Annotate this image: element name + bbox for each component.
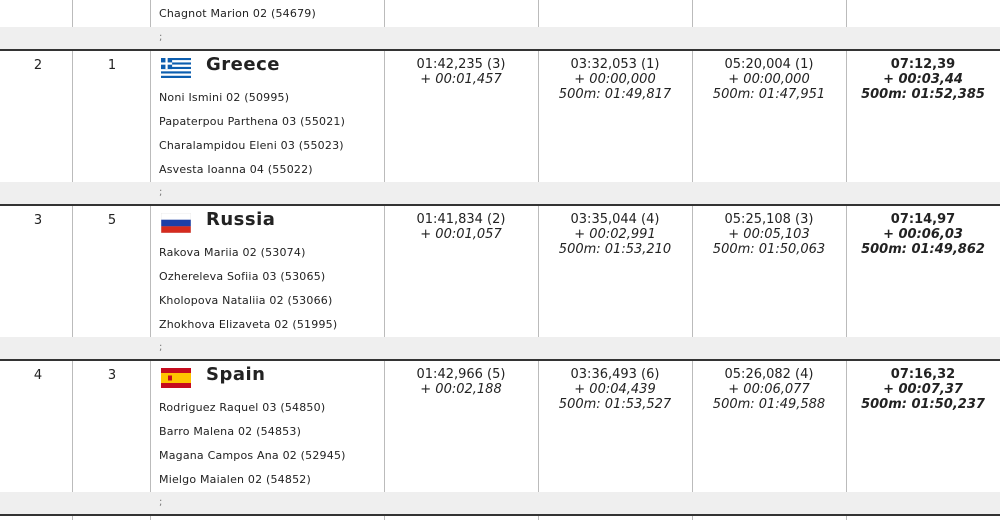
split2-time: 03:35,044 (4) bbox=[570, 212, 660, 227]
split2-cell bbox=[538, 212, 692, 257]
separator-row bbox=[0, 182, 1000, 204]
split3-diff: + 00:00,000 bbox=[728, 72, 810, 87]
rank: 2 bbox=[33, 58, 43, 73]
crew-member: Kholopova Nataliia 02 (53066) bbox=[159, 294, 333, 307]
split3-pace: 500m: 01:49,588 bbox=[712, 397, 826, 412]
split1-diff: + 00:01,457 bbox=[420, 72, 502, 87]
split1-diff: + 00:02,188 bbox=[420, 382, 502, 397]
crew-member: Barro Malena 02 (54853) bbox=[159, 425, 302, 438]
final-pace: 500m: 01:49,862 bbox=[861, 242, 985, 257]
separator-text: ; bbox=[159, 32, 163, 43]
row-divider bbox=[0, 359, 1000, 361]
split3-time: 05:20,004 (1) bbox=[724, 57, 814, 72]
rank: 4 bbox=[33, 368, 43, 383]
split3-cell bbox=[692, 367, 846, 412]
lane: 3 bbox=[107, 368, 117, 383]
final-diff: + 00:03,44 bbox=[883, 72, 963, 87]
final-diff: + 00:06,03 bbox=[883, 227, 963, 242]
lane: 5 bbox=[107, 213, 117, 228]
split2-pace: 500m: 01:49,817 bbox=[558, 87, 672, 102]
final-time: 07:16,32 bbox=[890, 367, 956, 382]
crew-member: Chagnot Marion 02 (54679) bbox=[159, 7, 316, 20]
separator-text: ; bbox=[159, 187, 163, 198]
country-name: Russia bbox=[206, 209, 276, 230]
rank: 3 bbox=[33, 213, 43, 228]
split3-diff: + 00:06,077 bbox=[728, 382, 810, 397]
final-time: 07:14,97 bbox=[890, 212, 956, 227]
split1-time: 01:41,834 (2) bbox=[416, 212, 506, 227]
lane: 1 bbox=[107, 58, 117, 73]
row-divider bbox=[0, 514, 1000, 516]
final-pace: 500m: 01:50,237 bbox=[861, 397, 985, 412]
crew-member: Asvesta Ioanna 04 (55022) bbox=[159, 163, 313, 176]
split3-pace: 500m: 01:47,951 bbox=[712, 87, 826, 102]
split1-diff: + 00:01,057 bbox=[420, 227, 502, 242]
split2-pace: 500m: 01:53,527 bbox=[558, 397, 672, 412]
crew-member: Mielgo Maialen 02 (54852) bbox=[159, 473, 311, 486]
split1-time: 01:42,966 (5) bbox=[416, 367, 506, 382]
crew-member: Rodriguez Raquel 03 (54850) bbox=[159, 401, 326, 414]
split3-cell bbox=[692, 212, 846, 257]
spain-flag-icon bbox=[161, 368, 191, 388]
crew-member: Ozhereleva Sofiia 03 (53065) bbox=[159, 270, 326, 283]
split3-cell bbox=[692, 57, 846, 102]
split2-pace: 500m: 01:53,210 bbox=[558, 242, 672, 257]
separator-text: ; bbox=[159, 497, 163, 508]
split1-time: 01:42,235 (3) bbox=[416, 57, 506, 72]
split2-diff: + 00:02,991 bbox=[574, 227, 656, 242]
final-diff: + 00:07,37 bbox=[883, 382, 963, 397]
country-name: Greece bbox=[206, 54, 280, 75]
split1-cell bbox=[384, 57, 538, 87]
split3-diff: + 00:05,103 bbox=[728, 227, 810, 242]
split3-time: 05:26,082 (4) bbox=[724, 367, 814, 382]
russia-flag-icon bbox=[161, 213, 191, 233]
crew-member: Rakova Mariia 02 (53074) bbox=[159, 246, 306, 259]
column-divider bbox=[150, 0, 151, 520]
separator-row bbox=[0, 27, 1000, 49]
split2-diff: + 00:00,000 bbox=[574, 72, 656, 87]
crew-member: Noni Ismini 02 (50995) bbox=[159, 91, 290, 104]
separator-row bbox=[0, 337, 1000, 359]
row-divider bbox=[0, 204, 1000, 206]
row-divider bbox=[0, 49, 1000, 51]
separator-row bbox=[0, 492, 1000, 514]
separator-text: ; bbox=[159, 342, 163, 353]
split2-cell bbox=[538, 57, 692, 102]
split1-cell bbox=[384, 212, 538, 242]
split1-cell bbox=[384, 367, 538, 397]
crew-member: Papaterpou Parthena 03 (55021) bbox=[159, 115, 346, 128]
split3-pace: 500m: 01:50,063 bbox=[712, 242, 826, 257]
final-cell bbox=[846, 367, 1000, 412]
final-cell bbox=[846, 57, 1000, 102]
split2-time: 03:32,053 (1) bbox=[570, 57, 660, 72]
split2-time: 03:36,493 (6) bbox=[570, 367, 660, 382]
split3-time: 05:25,108 (3) bbox=[724, 212, 814, 227]
split2-diff: + 00:04,439 bbox=[574, 382, 656, 397]
crew-member: Zhokhova Elizaveta 02 (51995) bbox=[159, 318, 338, 331]
column-divider bbox=[72, 0, 73, 520]
crew-member: Charalampidou Eleni 03 (55023) bbox=[159, 139, 344, 152]
final-cell bbox=[846, 212, 1000, 257]
greece-flag-icon bbox=[161, 58, 191, 78]
country-name: Spain bbox=[206, 364, 266, 385]
split2-cell bbox=[538, 367, 692, 412]
final-pace: 500m: 01:52,385 bbox=[861, 87, 985, 102]
crew-member: Magana Campos Ana 02 (52945) bbox=[159, 449, 346, 462]
final-time: 07:12,39 bbox=[890, 57, 956, 72]
